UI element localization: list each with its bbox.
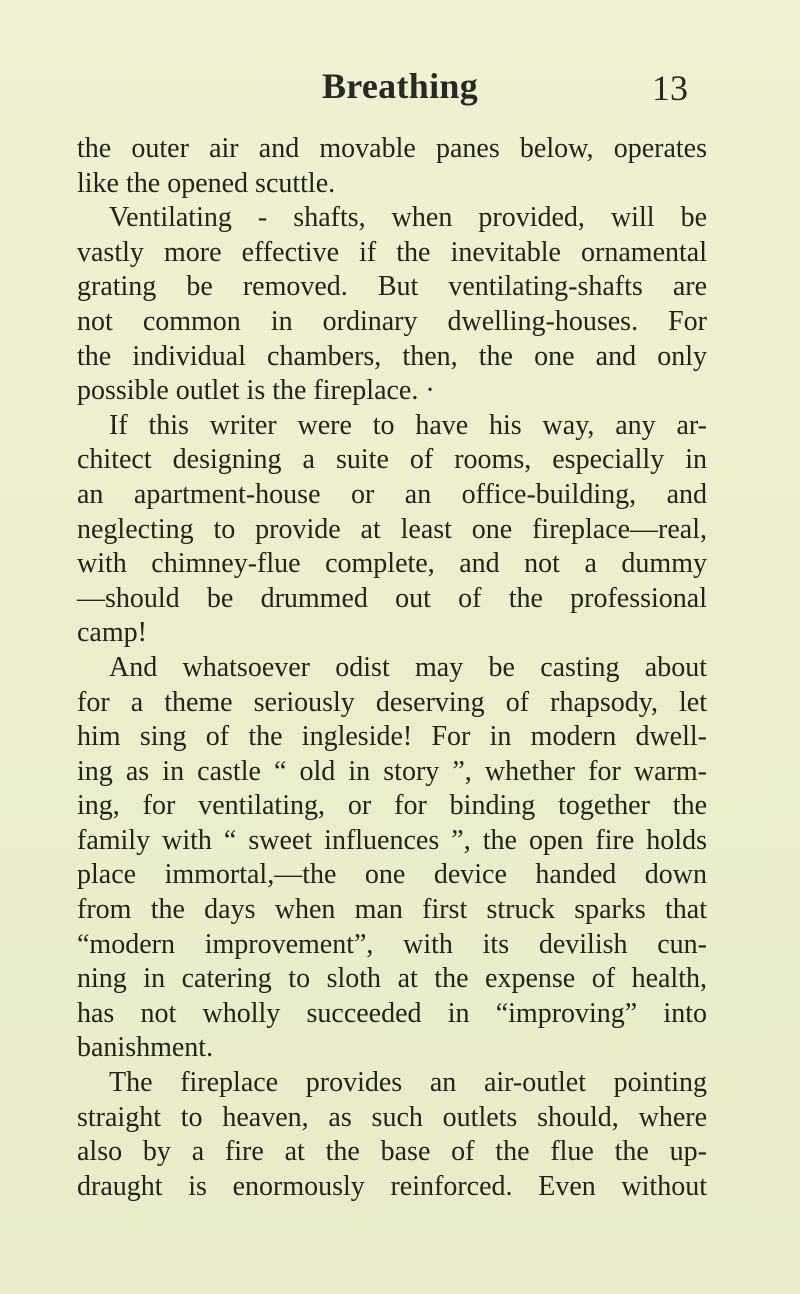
text-line: not common in ordinary dwelling-houses. For [77, 305, 707, 337]
text-line: banishment. [77, 1032, 214, 1064]
text-line: If this writer were to have his way, any ar- [109, 409, 707, 441]
text-line: an apartment-house or an office-building, and [77, 478, 707, 510]
text-line: ing as in castle “ old in story ”, whether for warm- [77, 755, 707, 787]
text-line: with chimney-flue complete, and not a dummy [77, 548, 707, 580]
text-line: vastly more effective if the inevitable ornamental [77, 236, 707, 268]
text-line: ning in catering to sloth at the expense of health, [77, 963, 707, 995]
text-line: him sing of the ingleside! For in modern dwell- [77, 721, 707, 753]
text-line: Ventilating - shafts, when provided, will be [109, 202, 707, 234]
text-line: chitect designing a suite of rooms, especially in [77, 444, 707, 476]
running-title: Breathing [321, 66, 479, 106]
text-line: camp! [77, 617, 147, 649]
text-line: The fireplace provides an air-outlet pointing [109, 1067, 707, 1099]
text-line: draught is enormously reinforced. Even without [77, 1170, 707, 1202]
text-line: “modern improvement”, with its devilish cun- [77, 928, 707, 960]
text-line: —should be drummed out of the professional [77, 582, 707, 614]
text-line: the individual chambers, then, the one and only [77, 340, 707, 372]
text-line: has not wholly succeeded in “improving” into [77, 997, 707, 1029]
text-line: for a theme seriously deserving of rhapsody, let [77, 686, 707, 718]
text-line: possible outlet is the fireplace. · [77, 375, 435, 407]
page-header [0, 66, 800, 106]
text-line: neglecting to provide at least one fireplace—real, [77, 513, 707, 545]
text-line: family with “ sweet influences ”, the open fire holds [77, 824, 707, 856]
text-line: grating be removed. But ventilating-shafts are [77, 271, 707, 303]
text-line: from the days when man first struck sparks that [77, 894, 707, 926]
text-line: straight to heaven, as such outlets should, where [77, 1101, 707, 1133]
page-number: 13 [652, 68, 688, 108]
text-line: place immortal,—the one device handed down [77, 859, 707, 891]
text-line: like the opened scuttle. [77, 167, 336, 199]
text-line: the outer air and movable panes below, operates [77, 133, 707, 164]
text-line: ing, for ventilating, or for binding together the [77, 790, 707, 822]
body-text [77, 132, 707, 1204]
text-line: also by a fire at the base of the flue the up- [77, 1136, 707, 1168]
text-line: And whatsoever odist may be casting about [109, 651, 707, 683]
